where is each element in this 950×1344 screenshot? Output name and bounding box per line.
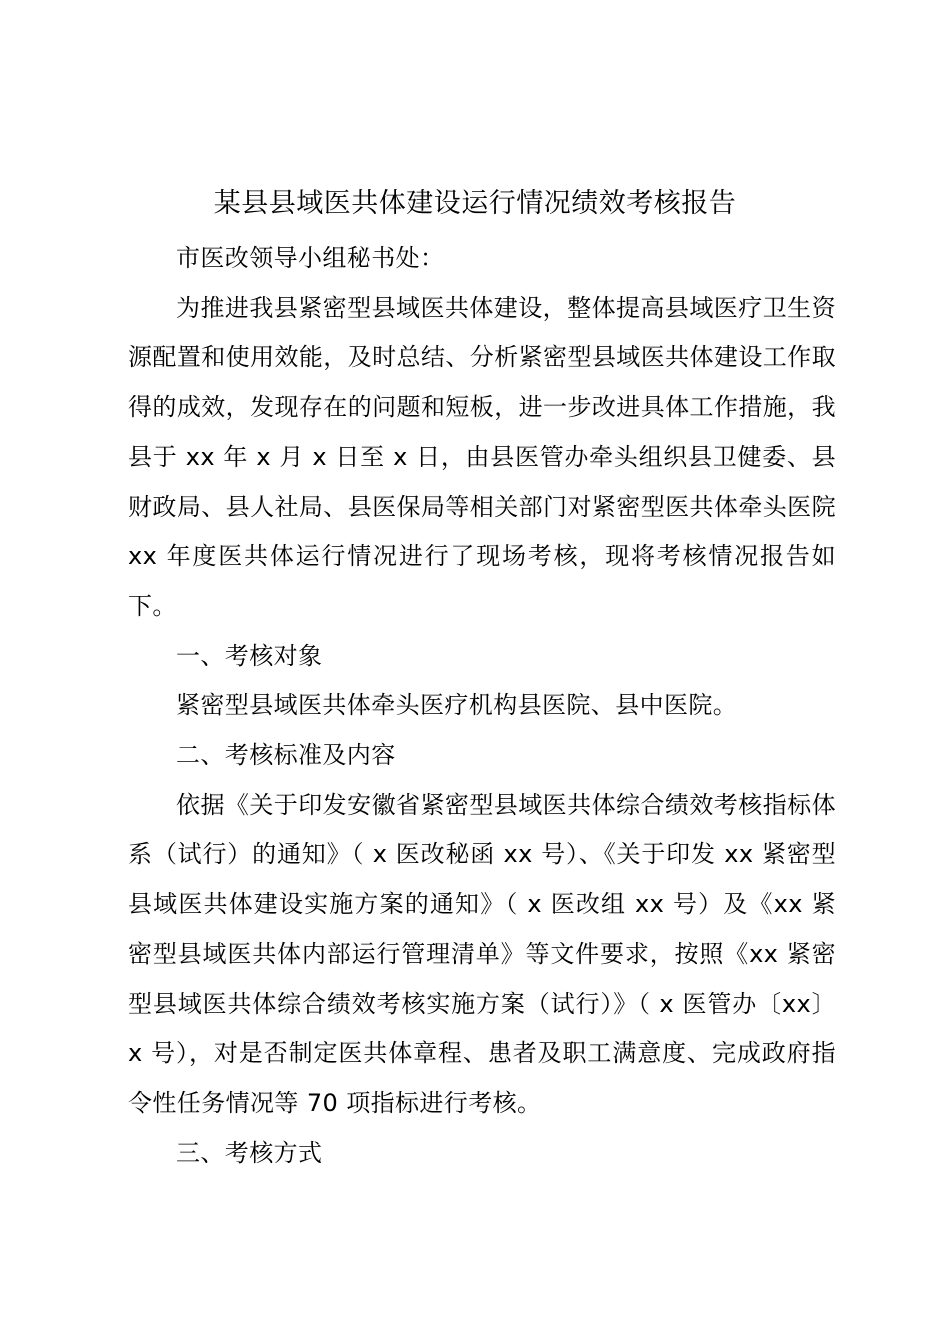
section-heading-1: 一、考核对象: [176, 641, 323, 670]
paragraph-objects: 紧密型县域医共体牵头医疗机构县医院、县中医院。: [176, 691, 738, 720]
paragraph-intro: 为推进我县紧密型县域医共体建设，整体提高县域医疗卫生资源配置和使用效能，及时总结、分析紧密型县域医共体建设工作取得的成效，发现存在的问题和短板，进一步改进具体工作措施，我县于 xx 年 x 月 x 日至 x 日，由县医管办牵头组织县卫健委、县财政局、县人社局、县医保局等相关部门对紧密型医共体牵头医院 xx 年度医共体运行情况进行了现场考核，现将考核情况报告如下。: [128, 293, 836, 620]
paragraph-standards: 依据《关于印发安徽省紧密型县域医共体综合绩效考核指标体系（试行）的通知》（ x 医改秘函 xx 号）、《关于印发 xx 紧密型县域医共体建设实施方案的通知》（ x 医改组 xx 号）及《xx 紧密型县域医共体内部运行管理清单》等文件要求，按照《xx 紧密型县域医共体综合绩效考核实施方案（试行）》（ x 医管办〔xx〕x 号），对是否制定医共体章程、患者及职工满意度、完成政府指令性任务情况等 70 项指标进行考核。: [128, 790, 836, 1117]
section-heading-2: 二、考核标准及内容: [176, 741, 396, 770]
document-title: 某县县域医共体建设运行情况绩效考核报告: [213, 188, 737, 219]
salutation: 市医改领导小组秘书处：: [176, 244, 445, 272]
document-body: [128, 234, 836, 1178]
section-heading-3: 三、考核方式: [176, 1138, 323, 1167]
